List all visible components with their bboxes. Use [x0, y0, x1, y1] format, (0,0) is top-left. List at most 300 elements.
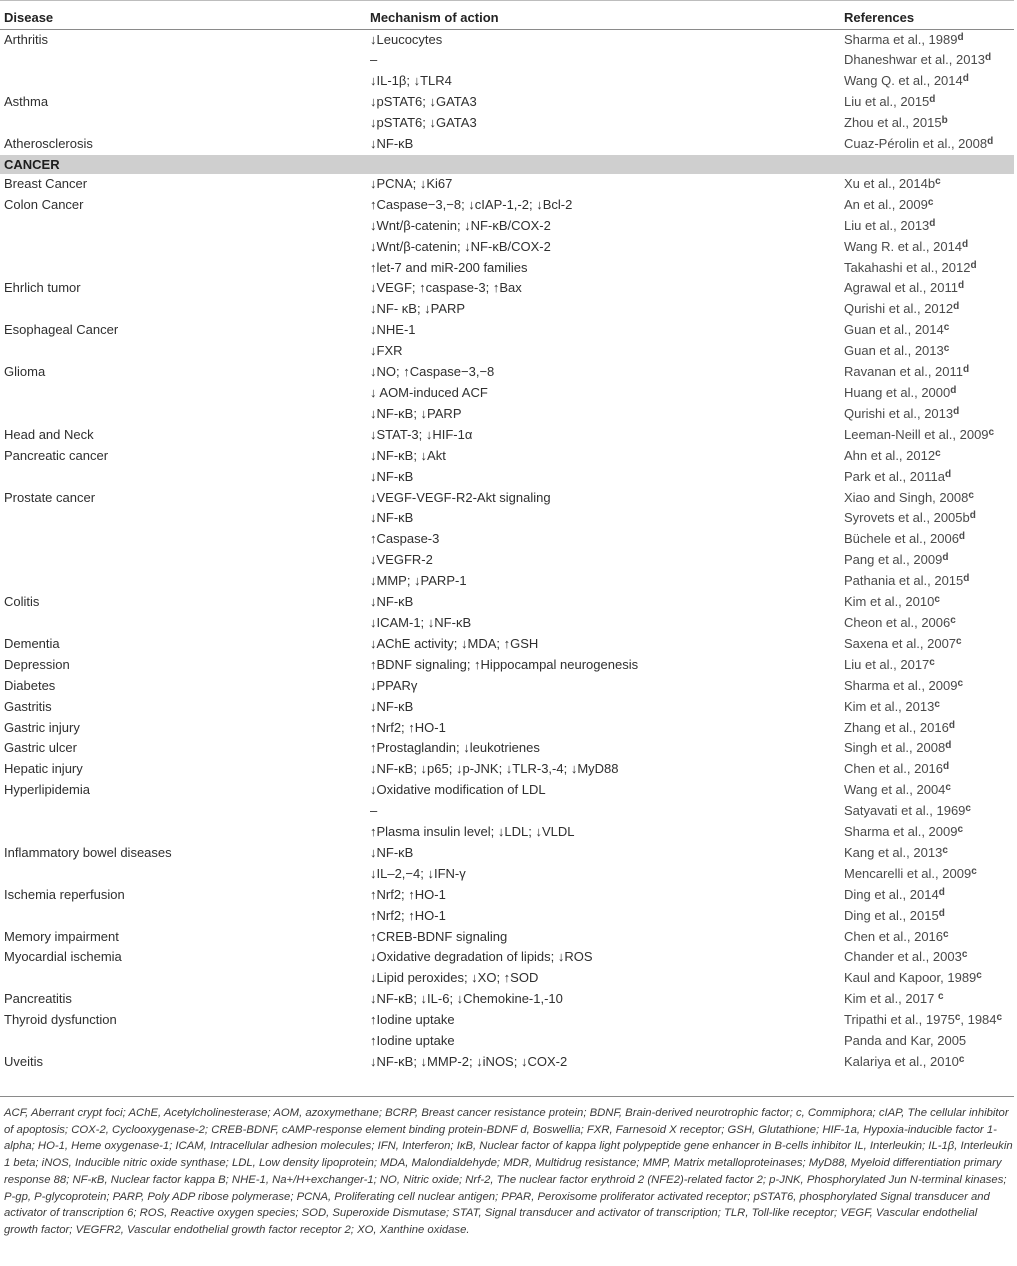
- mechanism-cell: ↓NF-κB; ↓MMP-2; ↓iNOS; ↓COX-2: [370, 1054, 568, 1069]
- reference-text: Satyavati et al., 1969: [844, 803, 966, 819]
- reference-cell: [840, 780, 1014, 801]
- reference-text: An et al., 2009: [844, 196, 928, 212]
- mechanism-cell: ↓pSTAT6; ↓GATA3: [370, 94, 477, 110]
- reference-text: Chen et al., 2016: [844, 928, 944, 944]
- reference-source-marker: c: [934, 698, 940, 710]
- header-mechanism: Mechanism of action: [366, 0, 840, 29]
- reference-text: Kim et al., 2017: [844, 991, 938, 1007]
- disease-cell: [0, 299, 366, 320]
- disease-cell: [0, 968, 366, 989]
- reference-source-marker: d: [942, 552, 949, 564]
- reference-source-marker: c: [954, 1012, 961, 1024]
- reference-text: Dhaneshwar et al., 2013: [844, 52, 985, 68]
- reference-text: Wang R. et al., 2014: [844, 238, 963, 254]
- reference-text: Qurishi et al., 2013: [844, 405, 954, 421]
- reference-cell: [840, 362, 1014, 383]
- table-row: [0, 550, 1014, 571]
- reference-text: Cuaz-Pérolin et al., 2008: [844, 136, 988, 152]
- reference-source-marker: c: [943, 343, 950, 355]
- table-row: [0, 738, 1014, 759]
- reference-text: Pang et al., 2009: [844, 552, 943, 568]
- reference-text: Xu et al., 2014b: [844, 175, 936, 191]
- table-row: [0, 320, 1014, 341]
- reference-text: Panda and Kar, 2005: [844, 1033, 967, 1049]
- table-row: [0, 71, 1014, 92]
- footnote-abbreviations: ACF, Aberrant crypt foci; AChE, Acetylcholinesterase; AOM, azoxymethane; BCRP, Breast cancer resistance protein; BDNF, Brain-derived neurotrophic factor; c, Commiphora; cIAP, The cellular inhibitor of apoptosis; COX-2, Cyclooxygenase-2; CREB-BDNF, cAMP-response element binding protein-BDNF d, Boswellia; FXR, Farnesoid X receptor; GSH, Glutathione; HIF-1a, Hypoxia-inducible factor 1-alpha; HO-1, Heme oxygenase-1; ICAM, Intracellular adhesion molecules; IFN, Interferon; IκB, Nuclear factor of kappa light polypeptide gene enhancer in B-cells inhibitor IL, Interleukin; IL-1β, Interleukin 1 beta; iNOS, Inducible nitric oxide synthase; LDL, Low density lipoprotein; MDA, Malondialdehyde; MDR, Multidrug resistance; MMP, Matrix metalloproteinases; MyD88, Myeloid differentiation primary response 88; NF-κB, Nuclear factor kappa B; NHE-1, Na+/H+exchanger-1; NO, Nitric oxide; Nrf-2, The nuclear factor erythroid 2 (NFE2)-related factor 2; p-JNK, Phosphorylated Jun N-terminal kinases; P-gp, P-glycoprotein; PARP, Poly ADP ribose polymerase; PCNA, Proliferating cell nuclear antigen; PPAR, Peroxisome proliferator activated receptor; pSTAT6, phosphorylated Signal transducer and activator of transcription 6; ROS, Reactive oxygen species; SOD, Superoxide Dismutase; STAT, Signal transducer and activator of transcription; TLR, Toll-like receptor; VEGF, Vascular endothelial growth factor; VEGFR2, Vascular endothelial growth factor receptor 2; XO, Xanthine oxidase.: [4, 1107, 1013, 1236]
- table-row: [0, 174, 1014, 195]
- mechanism-cell: ↓NF- κB; ↓PARP: [370, 301, 466, 317]
- table-body: [0, 29, 1014, 1073]
- mechanism-cell: ↑Plasma insulin level; ↓LDL; ↓VLDL: [370, 824, 575, 840]
- reference-cell: [840, 843, 1014, 864]
- reference-cell: [840, 278, 1014, 299]
- reference-cell: [840, 718, 1014, 739]
- table-row: [0, 906, 1014, 927]
- disease-cell: [0, 906, 366, 927]
- mechanism-cell: ↓NO; ↑Caspase−3,−8: [370, 364, 495, 380]
- table-row: [0, 446, 1014, 467]
- reference-source-marker: c: [965, 803, 971, 815]
- reference-source-marker: c: [961, 949, 968, 961]
- mechanism-cell: ↓AChE activity; ↓MDA; ↑GSH: [370, 635, 539, 651]
- reference-source-marker: c: [935, 447, 941, 459]
- mechanism-cell: ↓PPARγ: [370, 677, 418, 693]
- reference-cell: [840, 216, 1014, 237]
- reference-cell: [840, 634, 1014, 655]
- mechanism-cell: ↓VEGF; ↑caspase-3; ↑Bax: [370, 280, 522, 296]
- header-row: [0, 0, 1014, 29]
- reference-text: Wang Q. et al., 2014: [844, 73, 963, 89]
- reference-source-marker: b: [941, 115, 948, 127]
- reference-cell: [840, 195, 1014, 216]
- reference-text: Liu et al., 2017: [844, 656, 930, 672]
- table-row: [0, 592, 1014, 613]
- reference-source-marker: c: [958, 1054, 965, 1065]
- reference-cell: [840, 989, 1014, 1010]
- reference-source-marker: d: [950, 385, 957, 396]
- mechanism-cell: ↓IL–2,−4; ↓IFN-γ: [370, 865, 466, 881]
- table-row: [0, 571, 1014, 592]
- mechanism-cell: ↓NF-κB: [370, 844, 414, 860]
- reference-text: Sharma et al., 2009: [844, 824, 958, 840]
- disease-cell: Colitis: [4, 594, 40, 610]
- reference-cell: [840, 613, 1014, 634]
- table-row: [0, 278, 1014, 299]
- reference-text: Kaul and Kapoor, 1989: [844, 970, 977, 986]
- reference-text: Kim et al., 2010: [844, 594, 935, 610]
- reference-source-marker: c: [937, 991, 944, 1003]
- reference-source-marker: d: [957, 31, 964, 43]
- reference-source-marker: d: [948, 719, 955, 731]
- disease-cell: [0, 50, 366, 71]
- reference-source-marker: c: [929, 656, 935, 668]
- reference-cell: [840, 822, 1014, 843]
- disease-cell: Head and Neck: [4, 426, 94, 442]
- reference-source-marker: d: [984, 52, 992, 64]
- bottom-rule: [0, 1096, 1014, 1097]
- mechanism-cell: ↓FXR: [370, 343, 403, 359]
- reference-text: Qurishi et al., 2012: [844, 301, 954, 317]
- reference-text: Pathania et al., 2015: [844, 573, 964, 589]
- disease-cell: [0, 341, 366, 362]
- reference-source-marker: d: [958, 531, 966, 543]
- mechanism-cell: ↓Leucocytes: [370, 31, 443, 47]
- reference-text: Singh et al., 2008: [844, 740, 946, 756]
- mechanism-cell: ↓NF-κB: [370, 136, 414, 152]
- reference-source-marker: d: [953, 301, 960, 313]
- reference-source-marker: c: [950, 614, 956, 626]
- table-row: [0, 383, 1014, 404]
- disease-cell: [0, 822, 366, 843]
- reference-text: Kalariya et al., 2010: [844, 1054, 959, 1069]
- table-row: [0, 529, 1014, 550]
- table-row: [0, 425, 1014, 446]
- table-row: [0, 299, 1014, 320]
- disease-cell: Gastric ulcer: [4, 740, 77, 756]
- table-row: [0, 843, 1014, 864]
- reference-source-marker: d: [963, 573, 970, 585]
- reference-source-marker: c: [971, 865, 977, 877]
- reference-cell: [840, 488, 1014, 509]
- table-row: [0, 885, 1014, 906]
- reference-cell: [840, 1010, 1014, 1031]
- disease-cell: [0, 467, 366, 488]
- table-row: [0, 1031, 1014, 1052]
- disease-cell: [0, 383, 366, 404]
- reference-cell: [840, 299, 1014, 320]
- reference-cell: [840, 425, 1014, 446]
- mechanism-cell: ↓NF-κB: [370, 594, 414, 610]
- table-row: [0, 362, 1014, 383]
- reference-cell: [840, 550, 1014, 571]
- table-row: [0, 237, 1014, 258]
- reference-source-marker: c: [945, 782, 951, 794]
- disease-cell: Prostate cancer: [4, 489, 96, 505]
- table-row: [0, 341, 1014, 362]
- disease-cell: Colon Cancer: [4, 196, 84, 212]
- table-row: [0, 1052, 1014, 1073]
- reference-text: Kim et al., 2013: [844, 698, 935, 714]
- disease-cell: [0, 529, 366, 550]
- table-row: [0, 718, 1014, 739]
- reference-cell: [840, 571, 1014, 592]
- table-row: [0, 927, 1014, 948]
- reference-source-marker: c: [927, 196, 934, 208]
- reference-cell: [840, 927, 1014, 948]
- disease-cell: Pancreatic cancer: [4, 447, 109, 463]
- reference-cell: [840, 237, 1014, 258]
- mechanism-cell: ↓Wnt/β-catenin; ↓NF-κB/COX-2: [370, 238, 551, 254]
- mechanism-cell: ↓pSTAT6; ↓GATA3: [370, 115, 477, 131]
- disease-cell: [0, 801, 366, 822]
- mechanism-cell: ↑Iodine uptake: [370, 1012, 455, 1028]
- disease-cell: [0, 1031, 366, 1052]
- reference-cell: [840, 341, 1014, 362]
- reference-text: Wang et al., 2004: [844, 782, 946, 798]
- reference-source-marker: d: [938, 907, 945, 919]
- reference-text: Sharma et al., 2009: [844, 677, 958, 693]
- reference-source-marker: d: [945, 740, 952, 752]
- reference-source-marker: d: [962, 238, 969, 250]
- section-label: CANCER: [0, 155, 1014, 174]
- reference-cell: [840, 697, 1014, 718]
- table-row: [0, 508, 1014, 529]
- reference-cell: [840, 508, 1014, 529]
- disease-cell: [0, 508, 366, 529]
- mechanism-cell: ↓NF-κB; ↓p65; ↓p-JNK; ↓TLR-3,-4; ↓MyD88: [370, 761, 619, 777]
- reference-text: Saxena et al., 2007: [844, 635, 957, 651]
- reference-cell: [840, 134, 1014, 155]
- header-disease: Disease: [0, 0, 366, 29]
- reference-cell: [840, 467, 1014, 488]
- table-row: [0, 655, 1014, 676]
- table-row: [0, 29, 1014, 50]
- reference-source-marker: c: [934, 594, 940, 606]
- mechanism-cell: ↓Oxidative modification of LDL: [370, 782, 546, 798]
- disease-cell: Diabetes: [4, 677, 56, 693]
- reference-cell: [840, 864, 1014, 885]
- reference-cell: [840, 113, 1014, 134]
- mechanism-cell: ↑Caspase-3: [370, 531, 440, 547]
- table-row: [0, 195, 1014, 216]
- table-row: [0, 1010, 1014, 1031]
- reference-source-marker: c: [942, 844, 948, 856]
- reference-cell: [840, 676, 1014, 697]
- disease-cell: Glioma: [4, 364, 46, 380]
- reference-text: Chen et al., 2016: [844, 761, 944, 777]
- section-row: [0, 155, 1014, 174]
- mechanism-cell: ↓NF-κB; ↓Akt: [370, 447, 446, 463]
- disease-cell: Breast Cancer: [4, 175, 88, 191]
- mechanism-cell: ↓NHE-1: [370, 322, 416, 338]
- reference-cell: [840, 50, 1014, 71]
- mechanism-cell: ↓ICAM-1; ↓NF-κB: [370, 614, 472, 630]
- mechanism-cell: ↓NF-κB: [370, 510, 414, 526]
- table-row: [0, 801, 1014, 822]
- disease-cell: Dementia: [4, 635, 60, 651]
- table-row: [0, 216, 1014, 237]
- mechanism-cell: ↓NF-κB: [370, 468, 414, 484]
- reference-cell: [840, 92, 1014, 113]
- disease-cell: [0, 864, 366, 885]
- disease-cell: Ehrlich tumor: [4, 280, 81, 296]
- reference-cell: [840, 258, 1014, 279]
- reference-source-marker: d: [970, 259, 977, 271]
- reference-source-marker: d: [962, 73, 969, 85]
- table-row: [0, 634, 1014, 655]
- table-row: [0, 989, 1014, 1010]
- reference-text: Huang et al., 2000: [844, 385, 951, 400]
- mechanism-cell: ↓ AOM-induced ACF: [370, 385, 488, 400]
- mechanism-cell: ↑Nrf2; ↑HO-1: [370, 886, 446, 902]
- reference-cell: [840, 738, 1014, 759]
- reference-source-marker: c: [943, 322, 950, 334]
- reference-text: Takahashi et al., 2012: [844, 259, 971, 275]
- table-row: [0, 759, 1014, 780]
- table-row: [0, 404, 1014, 425]
- disease-cell: Memory impairment: [4, 928, 119, 944]
- disease-cell: Gastric injury: [4, 719, 80, 735]
- reference-text: Zhou et al., 2015: [844, 115, 942, 131]
- reference-text: Ravanan et al., 2011: [844, 364, 964, 380]
- table-row: [0, 613, 1014, 634]
- table-row: [0, 947, 1014, 968]
- reference-cell: [840, 1031, 1014, 1052]
- disease-cell: Uveitis: [4, 1054, 44, 1069]
- table-row: [0, 50, 1014, 71]
- reference-text: Xiao and Singh, 2008: [844, 489, 969, 505]
- reference-cell: [840, 404, 1014, 425]
- mechanism-cell: ↓MMP; ↓PARP-1: [370, 573, 467, 589]
- disease-cell: Pancreatitis: [4, 991, 72, 1007]
- reference-text: Ding et al., 2014: [844, 886, 939, 902]
- mechanism-cell: ↓Lipid peroxides; ↓XO; ↑SOD: [370, 970, 539, 986]
- disease-cell: [0, 237, 366, 258]
- reference-source-marker: c: [943, 928, 949, 940]
- reference-text: Büchele et al., 2006: [844, 531, 959, 547]
- mechanism-cell: ↓VEGF-VEGF-R2-Akt signaling: [370, 489, 551, 505]
- mechanism-cell: ↑Nrf2; ↑HO-1: [370, 907, 446, 923]
- mechanism-cell: ↓STAT-3; ↓HIF-1α: [370, 426, 473, 442]
- reference-cell: [840, 947, 1014, 968]
- reference-cell: [840, 968, 1014, 989]
- disease-cell: [0, 216, 366, 237]
- table-row: [0, 92, 1014, 113]
- disease-cell: Asthma: [4, 94, 49, 110]
- table-row: [0, 488, 1014, 509]
- mechanism-cell: ↑Prostaglandin; ↓leukotrienes: [370, 740, 540, 756]
- table-row: [0, 864, 1014, 885]
- reference-cell: [840, 383, 1014, 404]
- mechanism-cell: ↑Iodine uptake: [370, 1033, 455, 1049]
- mechanism-cell: ↓PCNA; ↓Ki67: [370, 175, 453, 191]
- mechanism-cell: ↑let-7 and miR-200 families: [370, 259, 528, 275]
- header-references: References: [840, 0, 1014, 29]
- reference-cell: [840, 529, 1014, 550]
- table-row: [0, 467, 1014, 488]
- reference-source-marker: d: [938, 886, 945, 898]
- reference-cell: [840, 29, 1014, 50]
- reference-source-marker: d: [929, 217, 936, 229]
- reference-cell: [840, 320, 1014, 341]
- disease-cell: Myocardial ischemia: [4, 949, 122, 965]
- reference-source-marker: c: [976, 970, 982, 982]
- disease-cell: [0, 113, 366, 134]
- table-row: [0, 968, 1014, 989]
- reference-source-marker: c: [988, 426, 995, 438]
- reference-text: Ahn et al., 2012: [844, 447, 936, 463]
- reference-text: Leeman-Neill et al., 2009: [844, 426, 989, 442]
- reference-text: Liu et al., 2015: [844, 94, 930, 110]
- reference-cell: [840, 759, 1014, 780]
- table-row: [0, 134, 1014, 155]
- reference-source-marker: c: [957, 824, 964, 836]
- reference-cell: [840, 592, 1014, 613]
- reference-text: Cheon et al., 2006: [844, 614, 951, 630]
- mechanism-cell: ↑BDNF signaling; ↑Hippocampal neurogenesis: [370, 656, 639, 672]
- mechanism-cell: ↓NF-κB; ↓IL-6; ↓Chemokine-1,-10: [370, 991, 563, 1007]
- reference-source-marker: d: [953, 405, 960, 417]
- reference-source-marker-2: c: [996, 1012, 1003, 1024]
- mechanism-cell: ↓Oxidative degradation of lipids; ↓ROS: [370, 949, 593, 965]
- disease-cell: Ischemia reperfusion: [4, 886, 125, 902]
- table-row: [0, 697, 1014, 718]
- table-row: [0, 113, 1014, 134]
- reference-text: Guan et al., 2014: [844, 322, 944, 338]
- table-row: [0, 780, 1014, 801]
- table-row: [0, 822, 1014, 843]
- reference-cell: [840, 801, 1014, 822]
- reference-source-marker: d: [944, 468, 952, 480]
- reference-text: Mencarelli et al., 2009: [844, 865, 972, 881]
- reference-text: Sharma et al., 1989: [844, 31, 958, 47]
- reference-source-marker: c: [956, 635, 962, 647]
- disease-cell: [0, 550, 366, 571]
- reference-text: Ding et al., 2015: [844, 907, 939, 923]
- reference-source-marker: d: [957, 280, 965, 292]
- disease-cell: [0, 258, 366, 279]
- reference-text: Tripathi et al., 1975: [844, 1012, 955, 1028]
- reference-text: Syrovets et al., 2005b: [844, 510, 970, 526]
- table-row: [0, 676, 1014, 697]
- reference-cell: [840, 885, 1014, 906]
- reference-source-marker: d: [987, 136, 994, 148]
- mechanism-cell: ↓VEGFR-2: [370, 552, 433, 568]
- reference-source-marker: c: [957, 677, 964, 689]
- mechanism-cell: ↓IL-1β; ↓TLR4: [370, 73, 452, 89]
- reference-cell: [840, 71, 1014, 92]
- reference-cell: [840, 174, 1014, 195]
- mechanism-cell: ↓Wnt/β-catenin; ↓NF-κB/COX-2: [370, 217, 551, 233]
- reference-text: Chander et al., 2003: [844, 949, 962, 965]
- mechanism-cell: ↓NF-κB: [370, 698, 414, 714]
- reference-text: Park et al., 2011a: [844, 468, 945, 484]
- disease-cell: Arthritis: [4, 31, 49, 47]
- disease-cell: [0, 571, 366, 592]
- disease-cell: [0, 404, 366, 425]
- top-rule: [0, 0, 1014, 1]
- disease-cell: Atherosclerosis: [4, 136, 93, 152]
- reference-source-marker: d: [963, 364, 970, 376]
- reference-text: Liu et al., 2013: [844, 217, 930, 233]
- reference-source-marker: d: [943, 761, 950, 773]
- reference-cell: [840, 906, 1014, 927]
- disease-cell: Hepatic injury: [4, 761, 83, 777]
- reference-cell: [840, 655, 1014, 676]
- disease-cell: Esophageal Cancer: [4, 322, 119, 338]
- reference-source-marker: d: [969, 510, 976, 522]
- mechanism-cell: ↓NF-κB; ↓PARP: [370, 405, 462, 421]
- mechanism-cell: ↑Nrf2; ↑HO-1: [370, 719, 446, 735]
- reference-source-marker: c: [968, 489, 974, 501]
- reference-text: Guan et al., 2013: [844, 343, 944, 359]
- reference-source-marker: c: [935, 175, 941, 187]
- mechanism-cell: –: [370, 803, 378, 819]
- disease-cell: [0, 71, 366, 92]
- reference-cell: [840, 446, 1014, 467]
- disease-cell: Depression: [4, 656, 70, 672]
- reference-text: Zhang et al., 2016: [844, 719, 949, 735]
- disease-cell: Inflammatory bowel diseases: [4, 844, 172, 860]
- disease-cell: Gastritis: [4, 698, 52, 714]
- table-row: [0, 258, 1014, 279]
- reference-cell: [840, 1052, 1014, 1073]
- reference-text: Kang et al., 2013: [844, 844, 943, 860]
- mechanism-cell: ↑Caspase−3,−8; ↓cIAP-1,-2; ↓Bcl-2: [370, 196, 573, 212]
- mechanism-cell: ↑CREB-BDNF signaling: [370, 928, 508, 944]
- reference-source-marker: d: [929, 94, 936, 106]
- reference-text: Agrawal et al., 2011: [844, 280, 958, 296]
